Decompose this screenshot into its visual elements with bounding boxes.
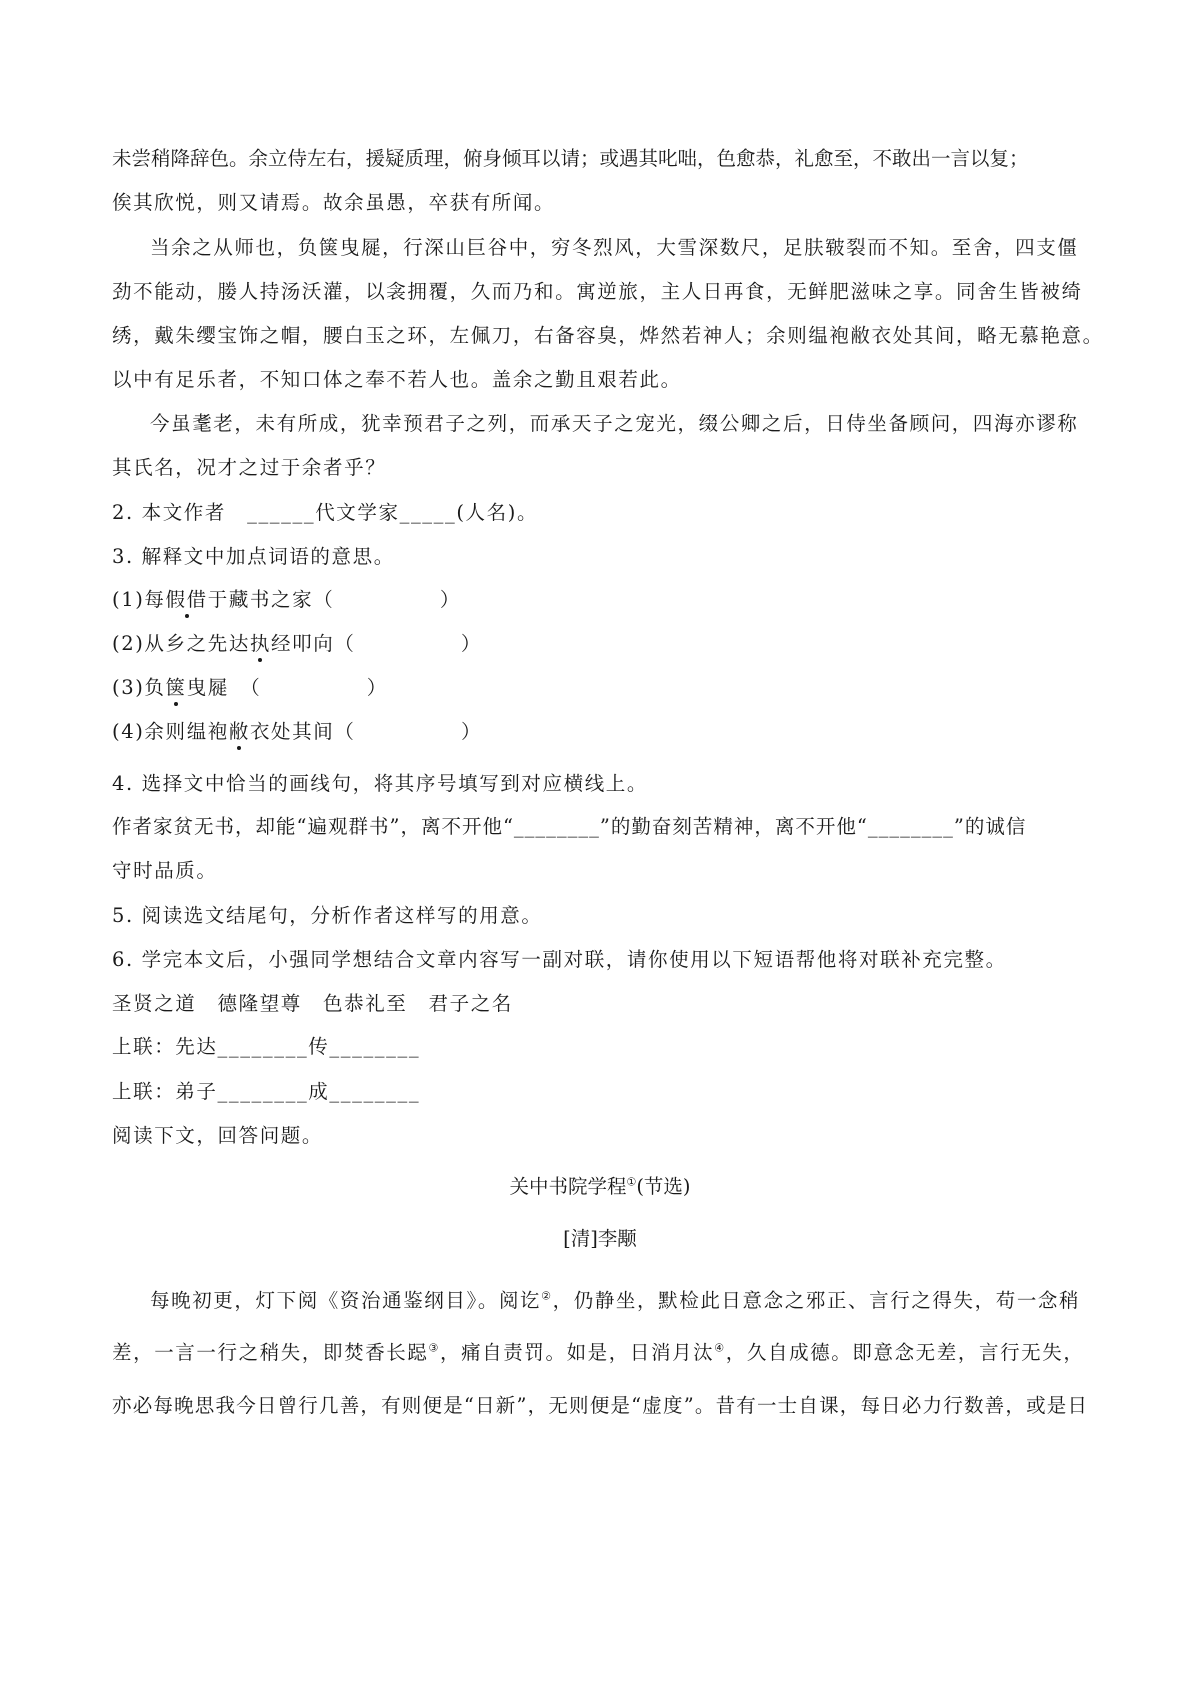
dotted-word: 假借	[166, 584, 208, 612]
passage2-author: [清]李颙	[563, 1227, 637, 1250]
title-text: 关中书院学程	[509, 1175, 627, 1198]
passage1-line: 以中有足乐者，不知口体之奉不若人也。盖余之勤且艰若此。	[112, 368, 682, 391]
item-prefix: (3)负	[112, 676, 166, 699]
passage1-line: 今虽耄老，未有所成，犹幸预君子之列，而承天子之宠光，缀公卿之后，日侍坐备顾问，四海亦谬称	[150, 412, 1079, 435]
question-5: 5. 阅读选文结尾句，分析作者这样写的用意。	[112, 904, 543, 927]
item-suffix: 经叩向（ ）	[271, 632, 483, 655]
item-suffix: 于藏书之家（ ）	[207, 588, 461, 611]
text-span: 差，一言一行之稍失，即焚香长跽	[112, 1341, 429, 1364]
passage2-line: 亦必每晚思我今日曾行几善，有则便是“日新”，无则便是“虚度”。昔有一士自课，每日必力行数善，或是日	[112, 1394, 1089, 1417]
question-3-item	[112, 672, 388, 700]
passage1-line: 劲不能动，媵人持汤沃灌，以衾拥覆，久而乃和。寓逆旅，主人日再食，无鲜肥滋味之享。同舍生皆被绮	[112, 280, 1083, 303]
passage1-line: 绣，戴朱缨宝饰之帽，腰白玉之环，左佩刀，右备容臭，烨然若神人；余则缊袍敝衣处其间，略无慕艳意。	[112, 324, 1104, 347]
passage2-line	[150, 1285, 1080, 1313]
question-3: 3. 解释文中加点词语的意思。	[112, 545, 395, 568]
item-prefix: (1)每	[112, 588, 166, 611]
title-suffix: (节选)	[636, 1175, 691, 1198]
question-3-item	[112, 628, 482, 656]
passage2-title	[0, 1171, 1200, 1199]
question-3-item	[112, 716, 482, 744]
question-4: 4. 选择文中恰当的画线句，将其序号填写到对应横线上。	[112, 772, 649, 795]
question-6: 6. 学完本文后，小强同学想结合文章内容写一副对联，请你使用以下短语帮他将对联补充完整。	[112, 948, 1007, 971]
text-span: ，仍静坐，默检此日意念之邪正、言行之得失，苟一念稍	[552, 1289, 1081, 1312]
footnote-marker: ③	[428, 1341, 440, 1355]
passage1-line: 俟其欣悦，则又请焉。故余虽愚，卒获有所闻。	[112, 191, 556, 214]
phrase-list: 圣贤之道 德隆望尊 色恭礼至 君子之名	[112, 992, 513, 1015]
passage1-line	[112, 143, 1090, 171]
footnote-marker: ④	[714, 1341, 726, 1355]
passage1-line: 其氏名，况才之过于余者乎？	[112, 456, 387, 479]
text-span: ，久自成德。即意念无差，言行无失，	[725, 1341, 1085, 1364]
item-suffix: 曳屣 （ ）	[186, 676, 388, 699]
text-span: 未尝稍降辞色。余立侍左右，援疑质理，俯身倾耳以请；或遇其叱咄，色愈恭，礼愈至，不敢出一言以复；	[112, 147, 1029, 170]
question-4-line: 守时品质。	[112, 859, 218, 882]
couplet-line: 上联：先达________传________	[112, 1035, 421, 1058]
footnote-marker: ②	[541, 1289, 553, 1303]
passage1-line: 当余之从师也，负箧曳屣，行深山巨谷中，穷冬烈风，大雪深数尺，足肤皲裂而不知。至舍，四支僵	[150, 236, 1079, 259]
passage2-line	[112, 1337, 1084, 1365]
question-4-line: 作者家贫无书，却能“遍观群书”，离不开他“________”的勤奋刻苦精神，离不开他“________”的诚信	[112, 815, 1027, 838]
dotted-word: 执	[250, 628, 271, 656]
item-suffix: 衣处其间（ ）	[249, 720, 483, 743]
footnote-marker: ①	[626, 1175, 637, 1189]
couplet-line: 上联：弟子________成________	[112, 1080, 421, 1103]
question-3-item	[112, 584, 461, 612]
reading-instruction: 阅读下文，回答问题。	[112, 1124, 324, 1147]
item-prefix: (2)从乡之先达	[112, 632, 250, 655]
dotted-word: 箧	[166, 672, 187, 700]
dotted-word: 敝	[229, 716, 250, 744]
text-span: 每晚初更，灯下阅《资治通鉴纲目》。阅讫	[150, 1289, 542, 1312]
item-prefix: (4)余则缊袍	[112, 720, 229, 743]
text-span: ，痛自责罚。如是，日消月汰	[439, 1341, 715, 1364]
question-2: 2. 本文作者 ______代文学家_____(人名)。	[112, 501, 539, 524]
